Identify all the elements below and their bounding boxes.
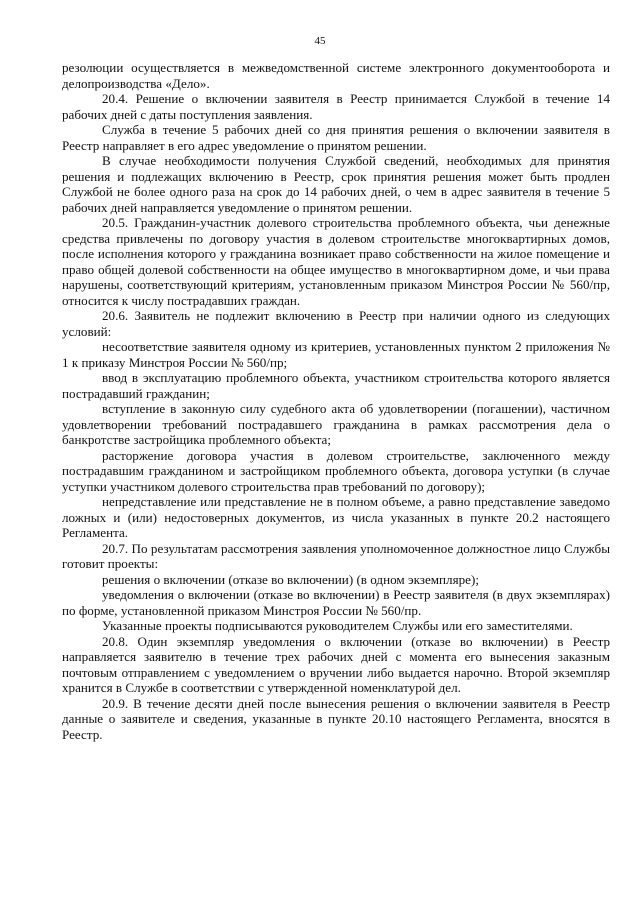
- document-body: [62, 60, 610, 742]
- paragraph: 20.8. Один экземпляр уведомления о включении (отказе во включении) в Реестр направляется заявителю в течение трех рабочих дней с момента его вынесения заказным почтовым отправлением с уведомлением о вручении либо выдается нарочно. Второй экземпляр хранится в Службе в соответствии с утвержденной номенклатурой дел.: [62, 633, 610, 695]
- paragraph: 20.7. По результатам рассмотрения заявления уполномоченное должностное лицо Службы готовит проекты:: [62, 540, 610, 571]
- paragraph: Служба в течение 5 рабочих дней со дня принятия решения о включении заявителя в Реестр направляет в его адрес уведомление о принятом решении.: [62, 122, 610, 153]
- paragraph: Указанные проекты подписываются руководителем Службы или его заместителями.: [102, 618, 573, 633]
- list-item: решения о включении (отказе во включении) (в одном экземпляре);: [102, 571, 479, 587]
- paragraph: 20.4. Решение о включении заявителя в Реестр принимается Службой в течение 14 рабочих дней с даты поступления заявления.: [62, 91, 610, 122]
- list-item: вступление в законную силу судебного акта об удовлетворении (погашении), частичном удовлетворении требований пострадавшего гражданина в рамках рассмотрения дела о банкротстве застройщика проблемного объекта;: [62, 401, 610, 447]
- paragraph: 20.9. В течение десяти дней после вынесения решения о включении заявителя в Реестр данные о заявителе и сведения, указанные в пункте 20.10 настоящего Регламента, вносятся в Реестр.: [62, 695, 610, 742]
- paragraph: В случае необходимости получения Службой сведений, необходимых для принятия решения и подлежащих включению в Реестр, срок принятия решения может быть продлен Службой не более одного раза на срок до 14 рабочих дней, о чем в адрес заявителя в течение 5 рабочих дней направляется уведомление о принятом решении.: [62, 153, 610, 215]
- list-item: непредставление или представление не в полном объеме, а равно представление заведомо ложных и (или) недостоверных документов, из числа указанных в пункте 20.2 настоящего Регламента.: [62, 494, 610, 540]
- list-item: несоответствие заявителя одному из критериев, установленных пунктом 2 приложения № 1 к приказу Минстроя России № 560/пр;: [62, 339, 610, 370]
- paragraph: резолюции осуществляется в межведомственной системе электронного документооборота и делопроизводства «Дело».: [62, 60, 610, 91]
- list-item: уведомления о включении (отказе во включении) в Реестр заявителя (в двух экземплярах) по форме, установленной приказом Минстроя России № 560/пр.: [62, 587, 610, 618]
- page-number: 45: [314, 35, 326, 47]
- paragraph: 20.5. Гражданин-участник долевого строительства проблемного объекта, чьи денежные средства привлечены по договору участия в долевом строительстве многоквартирных домов, после исполнения которого у гражданина возникает право собственности на жилое помещение и право общей долевой собственности на общее имущество в многоквартирном доме, и чьи права нарушены, соответствующий критериям, установленным приказом Минстроя России № 560/пр, относится к числу пострадавших граждан.: [62, 215, 610, 308]
- list-item: ввод в эксплуатацию проблемного объекта, участником строительства которого является пострадавший гражданин;: [62, 370, 610, 401]
- list-item: расторжение договора участия в долевом строительстве, заключенного между пострадавшим гражданином и застройщиком проблемного объекта, договора уступки (в случае уступки участником долевого строительства прав требований по договору);: [62, 447, 610, 494]
- paragraph: 20.6. Заявитель не подлежит включению в Реестр при наличии одного из следующих условий:: [62, 308, 610, 339]
